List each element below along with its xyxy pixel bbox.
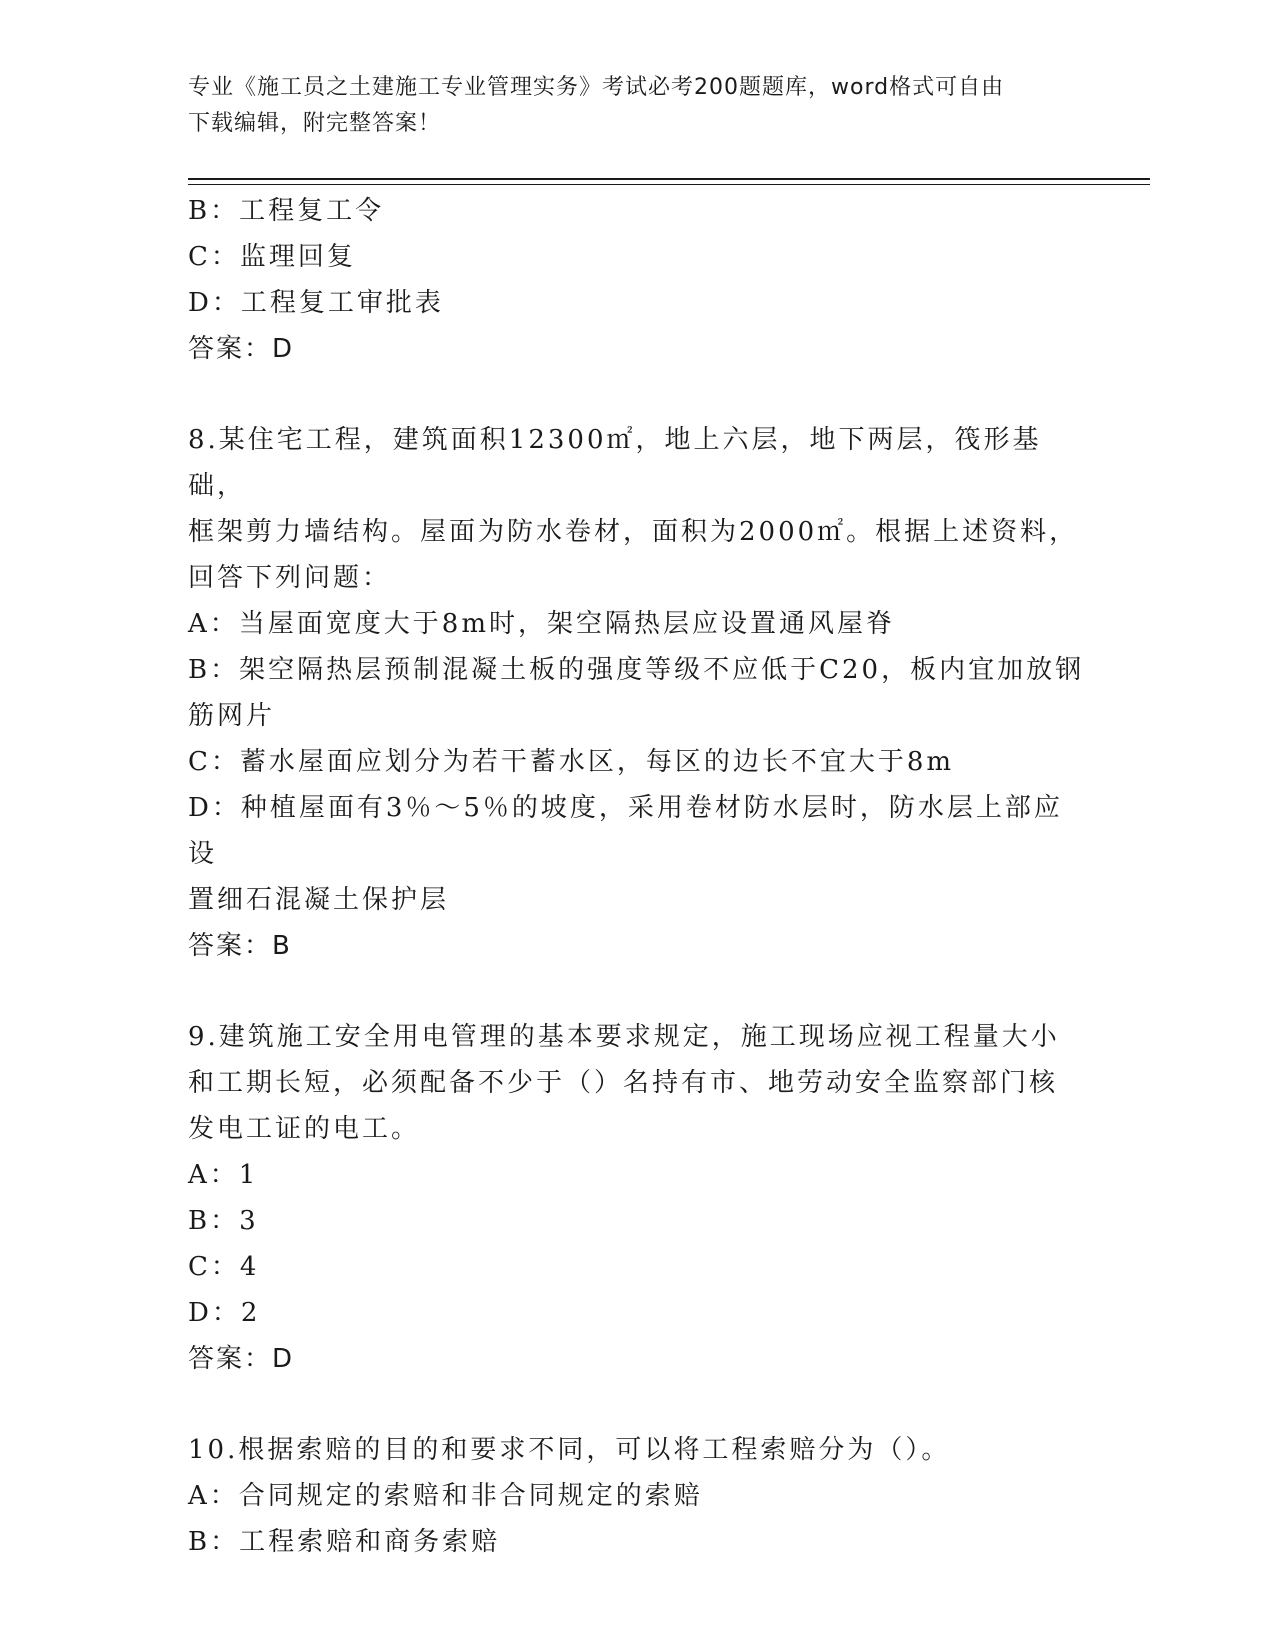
option-c: C：4 bbox=[188, 1252, 260, 1282]
prev-question-block bbox=[188, 188, 1088, 372]
option-a: A：1 bbox=[188, 1160, 259, 1190]
question-8-block bbox=[188, 417, 1088, 969]
question-stem-line: 发电工证的电工。 bbox=[188, 1114, 421, 1144]
question-stem-line: 回答下列问题： bbox=[188, 563, 392, 593]
option-b: B：工程索赔和商务索赔 bbox=[188, 1527, 501, 1557]
header-divider-thick bbox=[188, 178, 1150, 180]
option-d-continued: 置细石混凝土保护层 bbox=[188, 885, 450, 915]
header-title-line-1: 专业《施工员之土建施工专业管理实务》考试必考200题题库，word格式可自由 bbox=[188, 75, 1005, 100]
answer-line: 答案：D bbox=[188, 334, 295, 364]
option-d: D：工程复工审批表 bbox=[188, 288, 444, 318]
question-content bbox=[188, 188, 1088, 1565]
option-b: B：3 bbox=[188, 1206, 259, 1236]
option-b: B：架空隔热层预制混凝土板的强度等级不应低于C20，板内宜加放钢 bbox=[188, 655, 1085, 685]
option-d: D：2 bbox=[188, 1298, 261, 1328]
option-d: D：种植屋面有3％～5％的坡度，采用卷材防水层时，防水层上部应设 bbox=[188, 793, 1063, 869]
option-b: B：工程复工令 bbox=[188, 196, 385, 226]
question-9-block bbox=[188, 1014, 1088, 1382]
question-10-block bbox=[188, 1427, 1088, 1565]
option-c: C：监理回复 bbox=[188, 242, 356, 272]
option-a: A：当屋面宽度大于8m时，架空隔热层应设置通风屋脊 bbox=[188, 609, 895, 639]
answer-line: 答案：D bbox=[188, 1344, 295, 1374]
question-stem-line: 9.建筑施工安全用电管理的基本要求规定，施工现场应视工程量大小 bbox=[188, 1022, 1060, 1052]
option-b-continued: 筋网片 bbox=[188, 701, 276, 731]
answer-line: 答案：B bbox=[188, 931, 292, 961]
question-stem-line: 和工期长短，必须配备不少于（）名持有市、地劳动安全监察部门核 bbox=[188, 1068, 1059, 1098]
question-stem-line: 10.根据索赔的目的和要求不同，可以将工程索赔分为（）。 bbox=[188, 1435, 951, 1465]
question-stem-line: 8.某住宅工程，建筑面积12300㎡，地上六层，地下两层，筏形基础， bbox=[188, 425, 1042, 501]
option-a: A：合同规定的索赔和非合同规定的索赔 bbox=[188, 1481, 703, 1511]
header-divider-thin bbox=[188, 184, 1150, 185]
option-c: C：蓄水屋面应划分为若干蓄水区，每区的边长不宜大于8m bbox=[188, 747, 955, 777]
question-stem-line: 框架剪力墙结构。屋面为防水卷材，面积为2000㎡。根据上述资料， bbox=[188, 517, 1079, 547]
header-title-line-2: 下载编辑，附完整答案！ bbox=[188, 111, 442, 136]
document-header bbox=[188, 70, 1088, 142]
